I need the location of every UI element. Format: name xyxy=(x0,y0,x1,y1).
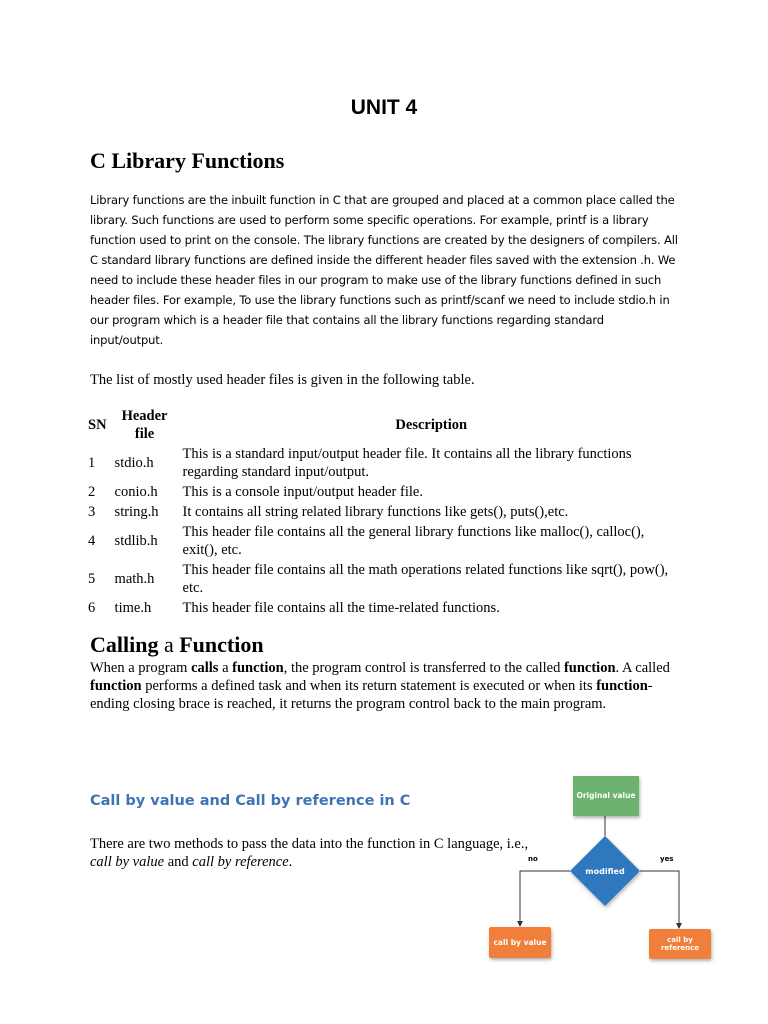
text-run: When a program xyxy=(90,660,192,676)
calling-function-paragraph xyxy=(90,659,670,713)
call-by-paragraph xyxy=(90,835,530,871)
column-header-description: Description xyxy=(395,417,468,433)
connector-yes xyxy=(640,871,679,926)
calling-word: Calling xyxy=(90,632,159,657)
bold-run: function xyxy=(232,660,284,676)
connector-no xyxy=(520,871,570,924)
text-run: There are two methods to pass the data into the function in C language, i.e., xyxy=(90,836,529,852)
italic-run: call by value xyxy=(90,854,165,870)
table-row xyxy=(84,598,684,618)
row-header-file: stdio.h xyxy=(114,455,154,471)
row-header-file: math.h xyxy=(114,571,155,587)
call-by-reference-box: call by reference xyxy=(649,929,711,959)
row-description: This is a standard input/output header file. It contains all the library functions regarding standard input/output. xyxy=(182,446,632,480)
row-header-file: string.h xyxy=(114,504,159,520)
unit-title: UNIT 4 xyxy=(350,96,418,119)
bold-run: calls xyxy=(191,660,219,676)
column-header-sn: SN xyxy=(88,417,107,433)
row-sn: 6 xyxy=(88,600,96,616)
text-run: . xyxy=(288,854,293,870)
row-header-file: conio.h xyxy=(114,484,158,500)
bold-run: function xyxy=(596,678,648,694)
table-row xyxy=(84,482,684,502)
intro-paragraph: Library functions are the inbuilt function in C that are grouped and placed at a common place called the library. Such functions are used to perform some specific operations. For example, printf is a library function used to print on the console. The library functions are created by the designers of compilers. All C standard library functions are defined inside the different header files saved with the extension .h. We need to include these header files in our program to make use of the library functions defined in such header files. For example, To use the library functions such as printf/scanf we need to include stdio.h in our program which is a header file that contains all the library functions regarding standard input/output. xyxy=(90,193,678,347)
text-run: , the program control is transferred to the called xyxy=(283,660,564,676)
row-sn: 4 xyxy=(88,533,96,549)
table-header-row xyxy=(84,406,684,444)
text-run: -ending closing brace is reached, it returns the program control back to the main program. xyxy=(90,678,653,712)
original-value-box: Original value xyxy=(573,776,639,816)
bold-run: function xyxy=(563,660,616,676)
call-by-value-box: call by value xyxy=(489,927,551,958)
header-files-table xyxy=(84,406,684,618)
library-functions-heading: C Library Functions xyxy=(90,148,285,173)
row-description: This header file contains all the math operations related functions like sqrt(), pow(), etc. xyxy=(182,562,669,596)
a-word: a xyxy=(163,632,174,657)
row-description: This is a console input/output header file. xyxy=(182,484,423,500)
call-by-heading: Call by value and Call by reference in C xyxy=(90,793,411,809)
italic-run: call by reference xyxy=(192,854,289,870)
modified-label: modified xyxy=(585,866,625,876)
table-row xyxy=(84,560,684,598)
row-sn: 2 xyxy=(88,484,96,500)
text-run: and xyxy=(164,854,193,870)
text-run: . A called xyxy=(615,660,670,676)
table-row xyxy=(84,502,684,522)
function-word: Function xyxy=(179,632,264,657)
yes-label: yes xyxy=(660,855,674,863)
column-header-file: Header file xyxy=(121,408,168,442)
row-description: It contains all string related library functions like gets(), puts(),etc. xyxy=(182,504,569,520)
table-row xyxy=(84,522,684,560)
row-description: This header file contains all the general library functions like malloc(), calloc(), exit(), etc. xyxy=(182,524,645,558)
row-sn: 3 xyxy=(88,504,96,520)
row-sn: 1 xyxy=(88,455,96,471)
table-intro-text: The list of mostly used header files is given in the following table. xyxy=(90,372,475,388)
no-label: no xyxy=(528,855,538,863)
table-row xyxy=(84,444,684,482)
bold-run: function xyxy=(90,678,142,694)
row-sn: 5 xyxy=(88,571,96,587)
row-header-file: stdlib.h xyxy=(114,533,158,549)
text-run: a xyxy=(218,660,233,676)
row-header-file: time.h xyxy=(114,600,152,616)
row-description: This header file contains all the time-related functions. xyxy=(182,600,500,616)
calling-function-heading xyxy=(90,632,264,658)
call-flowchart xyxy=(470,770,730,970)
text-run: performs a defined task and when its return statement is executed or when its xyxy=(141,678,597,694)
